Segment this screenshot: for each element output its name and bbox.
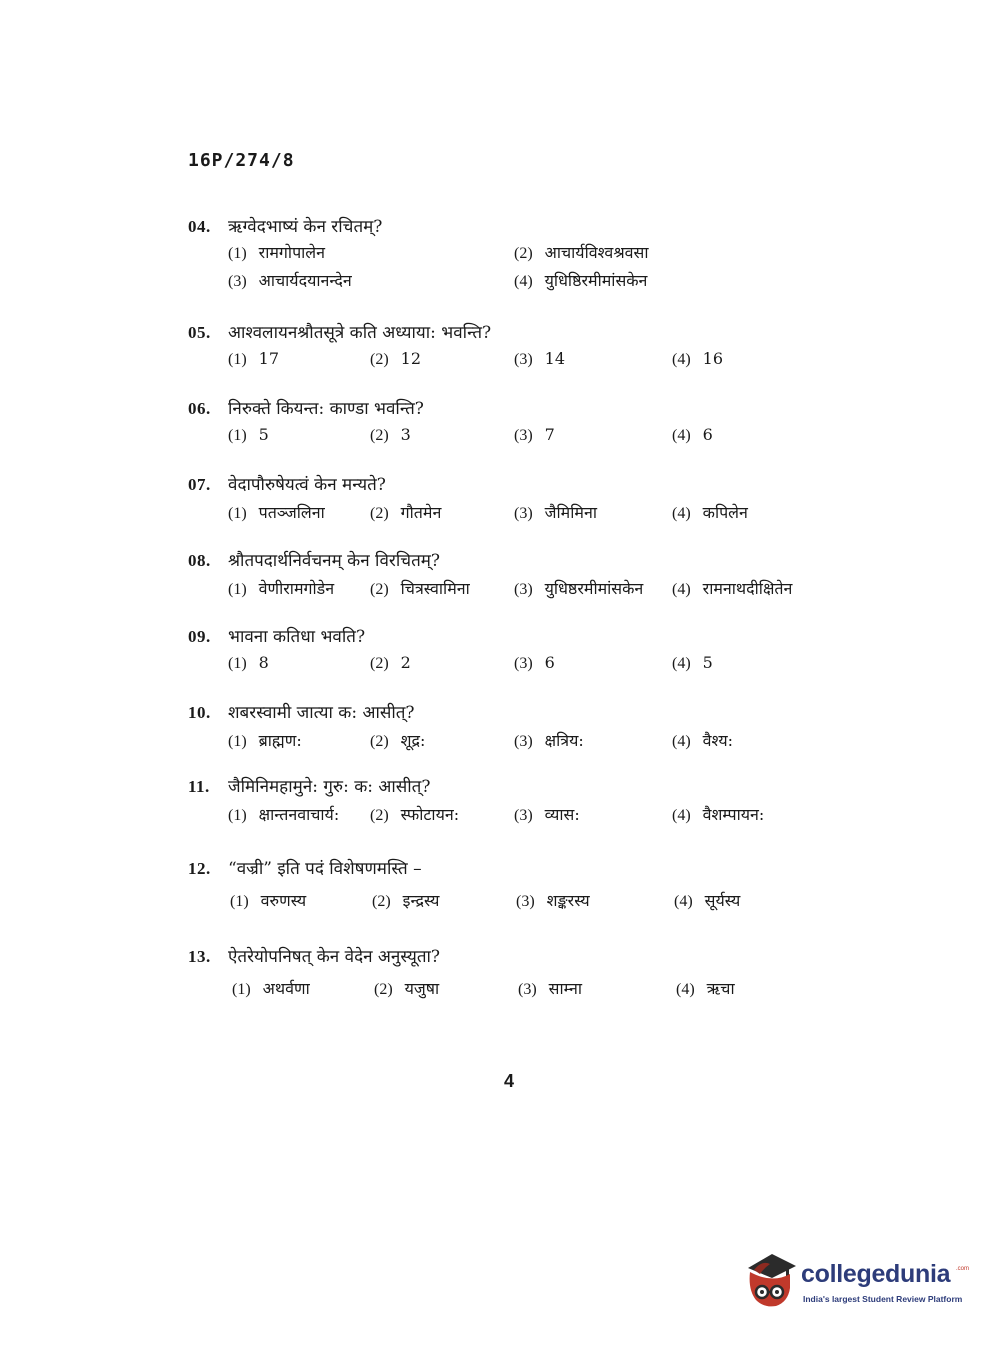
question-number: 10.: [188, 703, 211, 722]
collegedunia-logo[interactable]: [742, 1250, 972, 1312]
option-4: (4) ऋचा: [676, 979, 735, 998]
question-number: 05.: [188, 323, 211, 342]
question-text: श्रौतपदार्थनिर्वचनम् केन विरचितम्?: [228, 551, 441, 571]
option-2: (2) चित्रस्वामिना: [370, 579, 470, 598]
question-text: भावना कतिधा भवति?: [228, 627, 366, 647]
option-4: (4) वैश्य:: [672, 731, 734, 750]
question-text: वेदापौरुषेयत्वं केन मन्यते?: [228, 475, 386, 495]
logo-wordmark: collegedunia: [801, 1260, 951, 1288]
option-4: (4) वैशम्पायन:: [672, 805, 765, 824]
option-3: (3) व्यास:: [514, 805, 580, 824]
option-4: (4) युधिष्ठिरमीमांसकेन: [514, 271, 648, 290]
option-3: (3) साम्ना: [518, 979, 583, 998]
option-2: (2) यजुषा: [374, 979, 440, 998]
question-number: 04.: [188, 217, 211, 236]
question-text: ऋग्वेदभाष्यं केन रचितम्?: [228, 217, 383, 237]
question-number: 11.: [188, 777, 210, 796]
question-number: 12.: [188, 859, 211, 878]
question-10: [188, 700, 908, 757]
question-text: आश्वलायनश्रौतसूत्रे कति अध्याया: भवन्ति?: [228, 323, 492, 343]
question-text: जैमिनिमहामुने: गुरु: क: आसीत्?: [228, 777, 431, 797]
option-1: (1) वरुणस्य: [230, 891, 307, 910]
option-1: (1) 17: [228, 349, 280, 368]
option-3: (3) शङ्करस्य: [516, 891, 590, 910]
option-3: (3) क्षत्रिय:: [514, 731, 584, 750]
option-3: (3) 14: [514, 349, 566, 368]
option-2: (2) 3: [370, 425, 411, 444]
question-08: [188, 548, 908, 605]
option-1: (1) ब्राह्मण:: [228, 731, 302, 750]
question-06: [188, 396, 908, 453]
logo-tagline: India's largest Student Review Platform: [803, 1294, 963, 1304]
question-number: 06.: [188, 399, 211, 418]
option-1: (1) रामगोपालेन: [228, 243, 326, 262]
option-2: (2) 12: [370, 349, 422, 368]
option-1: (1) वेणीरामगोडेन: [228, 579, 335, 598]
paper-code: 16P/274/8: [188, 150, 295, 171]
mascot-icon: [742, 1250, 800, 1312]
option-4: (4) 5: [672, 653, 713, 672]
option-4: (4) 6: [672, 425, 713, 444]
option-4: (4) रामनाथदीक्षितेन: [672, 579, 793, 598]
question-13: [188, 944, 908, 1005]
question-07: [188, 472, 908, 529]
question-05: [188, 320, 908, 377]
option-3: (3) युधिष्ठरमीमांसकेन: [514, 579, 644, 598]
question-text: ऐतरेयोपनिषत् केन वेदेन अनुस्यूता?: [228, 947, 441, 967]
option-4: (4) कपिलेन: [672, 503, 748, 522]
question-12: [188, 856, 908, 917]
question-text: निरुक्ते कियन्त: काण्डा भवन्ति?: [228, 399, 424, 419]
option-1: (1) पतञ्जलिना: [228, 503, 325, 522]
option-4: (4) 16: [672, 349, 724, 368]
question-11: [188, 774, 908, 831]
page-number: 4: [504, 1071, 515, 1091]
logo-suffix: .com: [956, 1266, 970, 1272]
question-number: 07.: [188, 475, 211, 494]
option-3: (3) 7: [514, 425, 555, 444]
option-1: (1) 8: [228, 653, 269, 672]
question-text: “वज्री” इति पदं विशेषणमस्ति –: [228, 859, 422, 879]
option-1: (1) 5: [228, 425, 269, 444]
option-2: (2) स्फोटायन:: [370, 805, 460, 824]
question-text: शबरस्वामी जात्या क: आसीत्?: [228, 703, 415, 723]
question-number: 09.: [188, 627, 211, 646]
option-2: (2) आचार्यविश्वश्रवसा: [514, 243, 649, 262]
question-09: [188, 624, 908, 681]
question-04: [188, 214, 908, 297]
question-number: 13.: [188, 947, 211, 966]
option-1: (1) क्षान्तनवाचार्य:: [228, 805, 340, 824]
option-4: (4) सूर्यस्य: [674, 891, 741, 910]
option-3: (3) 6: [514, 653, 555, 672]
option-2: (2) गौतमेन: [370, 503, 442, 522]
option-1: (1) अथर्वणा: [232, 979, 310, 998]
option-2: (2) शूद्र:: [370, 731, 426, 750]
option-2: (2) 2: [370, 653, 411, 672]
question-number: 08.: [188, 551, 211, 570]
option-2: (2) इन्द्रस्य: [372, 891, 440, 910]
option-3: (3) आचार्यदयानन्देन: [228, 271, 352, 290]
option-3: (3) जैमिमिना: [514, 503, 597, 522]
